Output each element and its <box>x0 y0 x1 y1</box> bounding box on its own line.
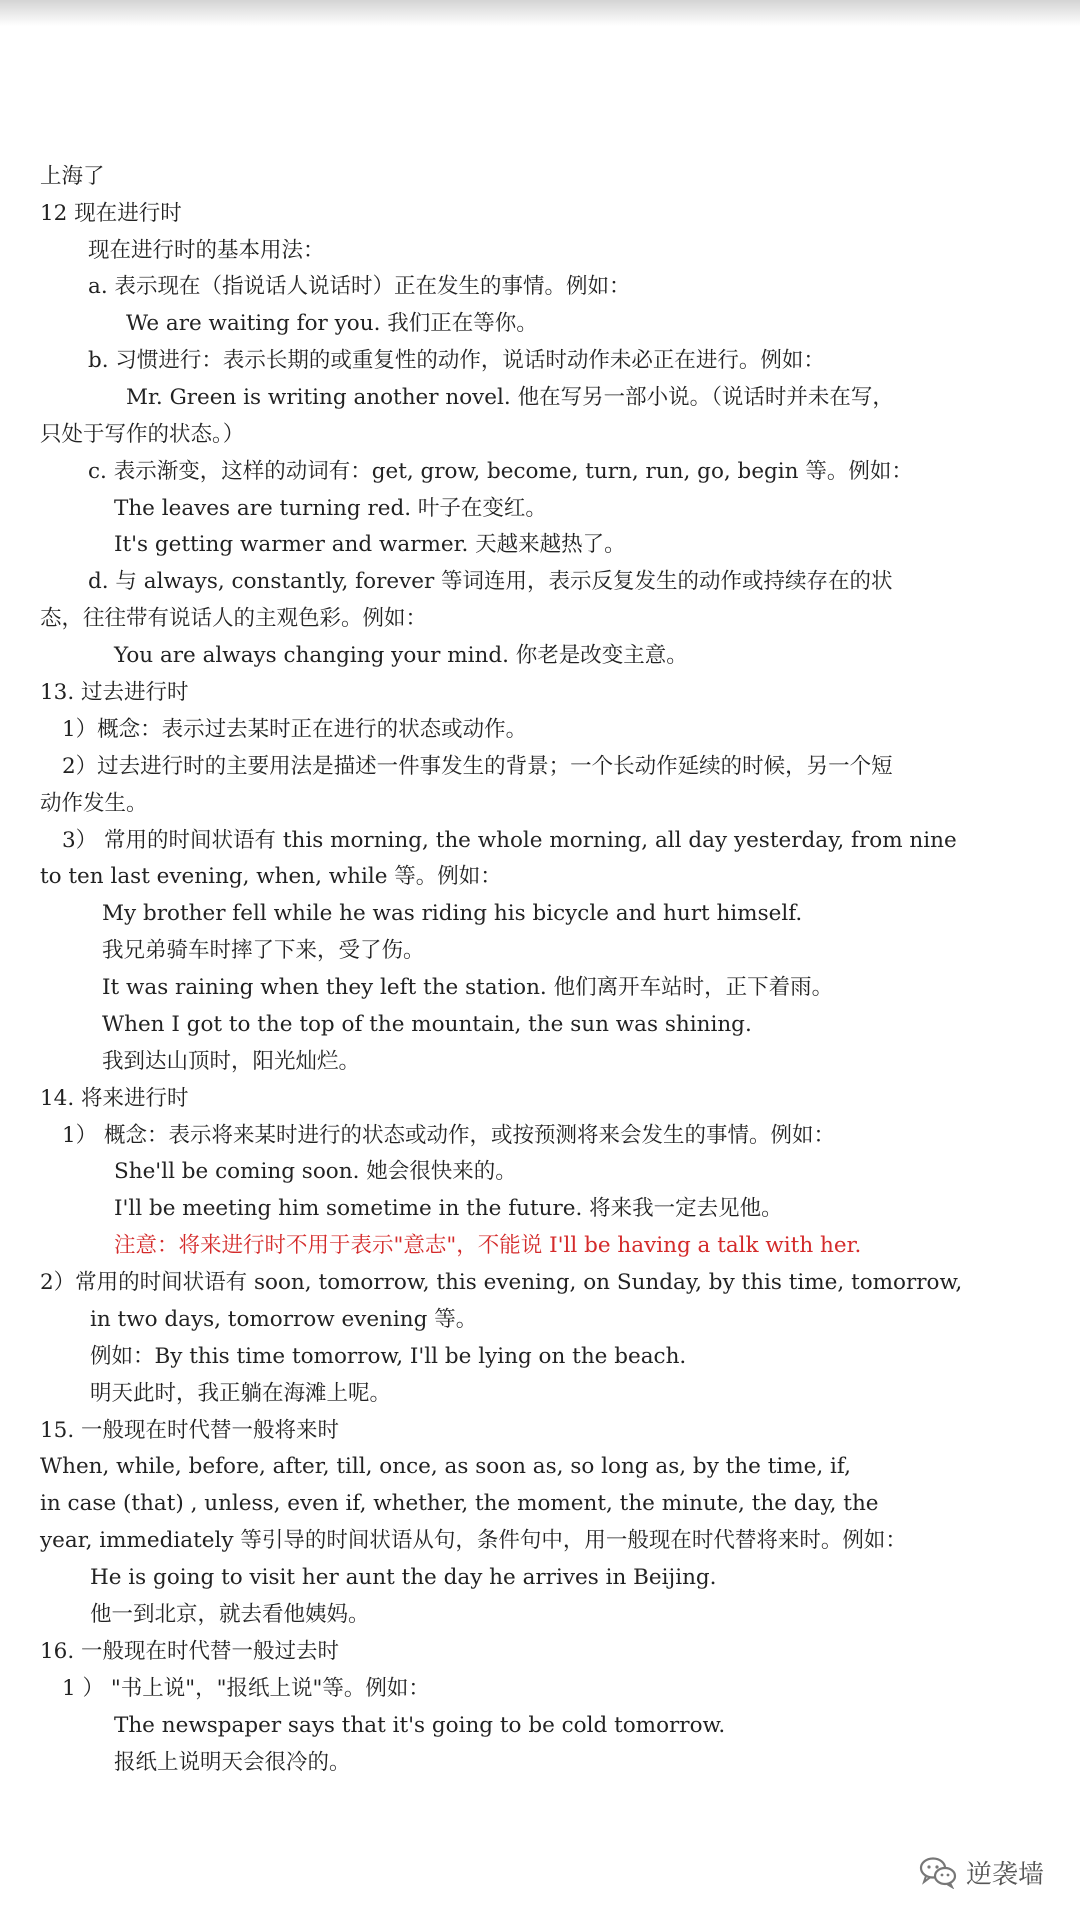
section-heading: 12 现在进行时 <box>40 201 182 226</box>
watermark-text: 逆袭墙 <box>965 1859 1044 1890</box>
subheading: 现在进行时的基本用法： <box>88 238 325 263</box>
example-line: 明天此时，我正躺在海滩上呢。 <box>90 1381 392 1406</box>
text-line: When, while, before, after, till, once, as soon as, so long as, by the time, if, <box>40 1454 851 1479</box>
wechat-official-account-icon <box>918 1855 958 1889</box>
text-line: 1）概念：表示过去某时正在进行的状态或动作。 <box>62 717 528 742</box>
example-line: 他一到北京，就去看他姨妈。 <box>90 1602 370 1627</box>
example-line: 例如：By this time tomorrow, I'll be lying on the beach. <box>90 1344 687 1369</box>
text-line: to ten last evening, when, while 等。例如： <box>40 864 502 889</box>
text-line: 动作发生。 <box>40 791 148 816</box>
section-heading: 16. 一般现在时代替一般过去时 <box>40 1639 340 1664</box>
example-line: 我兄弟骑车时摔了下来，受了伤。 <box>102 938 425 963</box>
example-line: She'll be coming soon. 她会很快来的。 <box>114 1159 517 1184</box>
section-heading: 15. 一般现在时代替一般将来时 <box>40 1418 340 1443</box>
text-line: a. 表示现在（指说话人说话时）正在发生的事情。例如： <box>88 274 631 299</box>
example-line: Mr. Green is writing another novel. 他在写另一部小说。（说话时并未在写， <box>126 385 894 410</box>
note-line: 注意：将来进行时不用于表示"意志"，不能说 I'll be having a talk with her. <box>114 1233 862 1258</box>
example-line: You are always changing your mind. 你老是改变主意。 <box>114 643 688 668</box>
text-line: 2）过去进行时的主要用法是描述一件事发生的背景；一个长动作延续的时候，另一个短 <box>62 754 893 779</box>
example-line: It's getting warmer and warmer. 天越来越热了。 <box>114 532 626 557</box>
text-line: 3） 常用的时间状语有 this morning, the whole morning, all day yesterday, from nine <box>62 828 957 853</box>
example-line: The leaves are turning red. 叶子在变红。 <box>114 496 547 521</box>
text-line: in two days, tomorrow evening 等。 <box>90 1307 478 1332</box>
text-line: 只处于写作的状态。） <box>40 422 245 447</box>
example-line: When I got to the top of the mountain, the sun was shining. <box>102 1012 752 1037</box>
text-line: 2）常用的时间状语有 soon, tomorrow, this evening, on Sunday, by this time, tomorrow, <box>40 1270 963 1295</box>
text-line: c. 表示渐变，这样的动词有：get, grow, become, turn, run, go, begin 等。例如： <box>88 459 913 484</box>
example-line: We are waiting for you. 我们正在等你。 <box>126 311 538 336</box>
text-line: year, immediately 等引导的时间状语从句，条件句中，用一般现在时代替将来时。例如： <box>40 1528 907 1553</box>
text-line: in case (that) , unless, even if, whether, the moment, the minute, the day, the <box>40 1491 879 1516</box>
example-line: 我到达山顶时，阳光灿烂。 <box>102 1049 361 1074</box>
section-heading: 13. 过去进行时 <box>40 680 189 705</box>
text-line: 上海了 <box>40 164 105 189</box>
example-line: The newspaper says that it's going to be cold tomorrow. <box>114 1713 726 1738</box>
section-heading: 14. 将来进行时 <box>40 1086 189 1111</box>
example-line: I'll be meeting him sometime in the future. 将来我一定去见他。 <box>114 1196 783 1221</box>
example-line: He is going to visit her aunt the day he arrives in Beijing. <box>90 1565 717 1590</box>
example-line: 报纸上说明天会很冷的。 <box>114 1750 351 1775</box>
text-line: 1） 概念：表示将来某时进行的状态或动作，或按预测将来会发生的事情。例如： <box>62 1123 836 1148</box>
example-line: It was raining when they left the station. 他们离开车站时，正下着雨。 <box>102 975 834 1000</box>
text-line: 1 ） "书上说"，"报纸上说"等。例如： <box>62 1676 430 1701</box>
text-line: d. 与 always, constantly, forever 等词连用，表示反复发生的动作或持续存在的状 <box>88 569 893 594</box>
text-line: b. 习惯进行：表示长期的或重复性的动作，说话时动作未必正在进行。例如： <box>88 348 825 373</box>
text-line: 态，往往带有说话人的主观色彩。例如： <box>40 606 428 631</box>
example-line: My brother fell while he was riding his bicycle and hurt himself. <box>102 901 803 926</box>
watermark <box>918 1852 1044 1892</box>
